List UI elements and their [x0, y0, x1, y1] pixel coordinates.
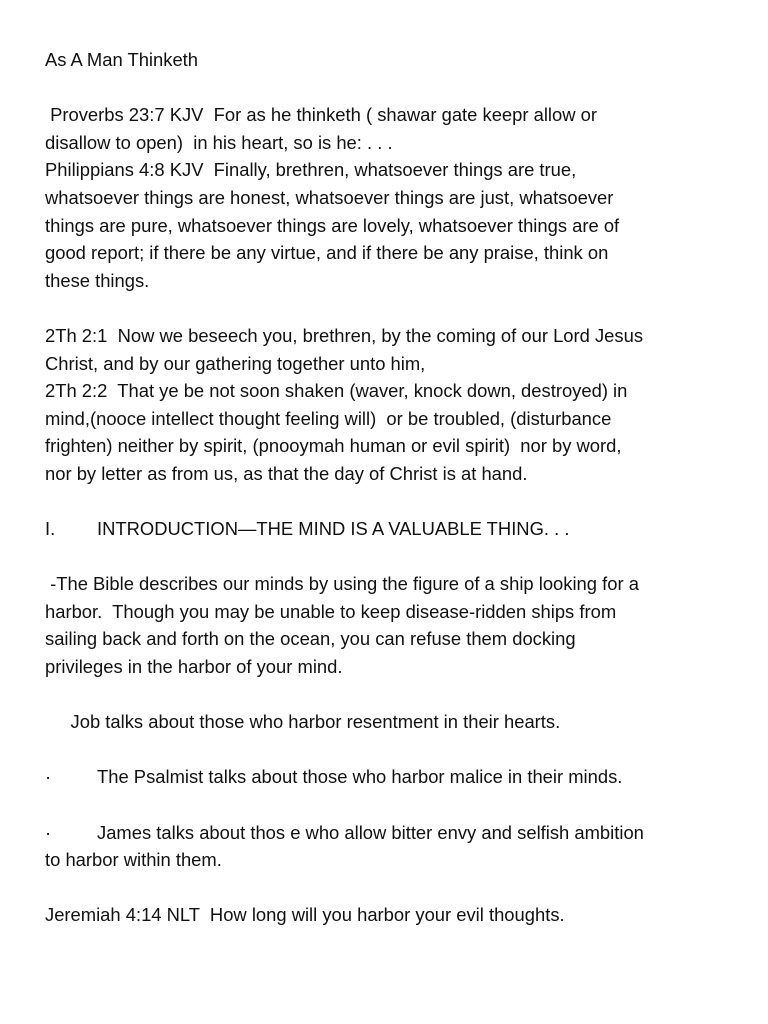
- thessalonians-line-3: 2Th 2:2 That ye be not soon shaken (waver, knock down, destroyed) in: [45, 380, 628, 402]
- proverbs-line-1: Proverbs 23:7 KJV For as he thinketh ( shawar gate keepr allow or: [45, 104, 597, 126]
- job-line: Job talks about those who harbor resentment in their hearts.: [45, 711, 561, 733]
- thessalonians-line-2: Christ, and by our gathering together unto him,: [45, 352, 426, 374]
- section-number: I.: [45, 518, 56, 540]
- jeremiah-line: Jeremiah 4:14 NLT How long will you harbor your evil thoughts.: [45, 904, 565, 926]
- thessalonians-line-5: frighten) neither by spirit, (pnooymah human or evil spirit) nor by word,: [45, 435, 622, 457]
- bible-paragraph-line-3: sailing back and forth on the ocean, you can refuse them docking: [45, 628, 576, 650]
- bible-paragraph-line-1: -The Bible describes our minds by using the figure of a ship looking for a: [45, 573, 639, 595]
- philippians-line-2: whatsoever things are honest, whatsoever things are just, whatsoever: [45, 186, 614, 208]
- bullet-dot-icon: ·: [45, 821, 52, 843]
- proverbs-line-2: disallow to open) in his heart, so is he: . . .: [45, 131, 393, 153]
- james-bullet-item: [45, 819, 745, 847]
- blank-line: [45, 791, 745, 819]
- psalmist-bullet-item: [45, 763, 745, 791]
- james-text: James talks about thos e who allow bitter envy and selfish ambition: [97, 821, 644, 843]
- philippians-line-5: these things.: [45, 269, 150, 291]
- psalmist-text: The Psalmist talks about those who harbor malice in their minds.: [97, 766, 623, 788]
- blank-line: [45, 874, 745, 902]
- document-page: [45, 46, 745, 929]
- thessalonians-line-4: mind,(nooce intellect thought feeling will) or be troubled, (disturbance: [45, 407, 612, 429]
- section-heading: [45, 515, 745, 543]
- blank-line: [45, 294, 745, 322]
- document-title: As A Man Thinketh: [45, 49, 199, 70]
- thessalonians-line-6: nor by letter as from us, as that the day of Christ is at hand.: [45, 462, 528, 484]
- philippians-line-1: Philippians 4:8 KJV Finally, brethren, whatsoever things are true,: [45, 159, 577, 181]
- bible-paragraph-line-2: harbor. Though you may be unable to keep disease-ridden ships from: [45, 600, 617, 622]
- blank-line: [45, 488, 745, 516]
- bible-paragraph-line-4: privileges in the harbor of your mind.: [45, 656, 343, 678]
- blank-line: [45, 74, 745, 102]
- section-heading-text: INTRODUCTION—THE MIND IS A VALUABLE THING. . .: [97, 518, 570, 540]
- blank-line: [45, 543, 745, 571]
- james-continuation: to harbor within them.: [45, 849, 222, 871]
- philippians-line-4: good report; if there be any virtue, and if there be any praise, think on: [45, 242, 609, 264]
- bullet-dot-icon: ·: [45, 766, 52, 788]
- philippians-line-3: things are pure, whatsoever things are lovely, whatsoever things are of: [45, 214, 620, 236]
- blank-line: [45, 681, 745, 709]
- thessalonians-line-1: 2Th 2:1 Now we beseech you, brethren, by the coming of our Lord Jesus: [45, 324, 644, 346]
- blank-line: [45, 736, 745, 764]
